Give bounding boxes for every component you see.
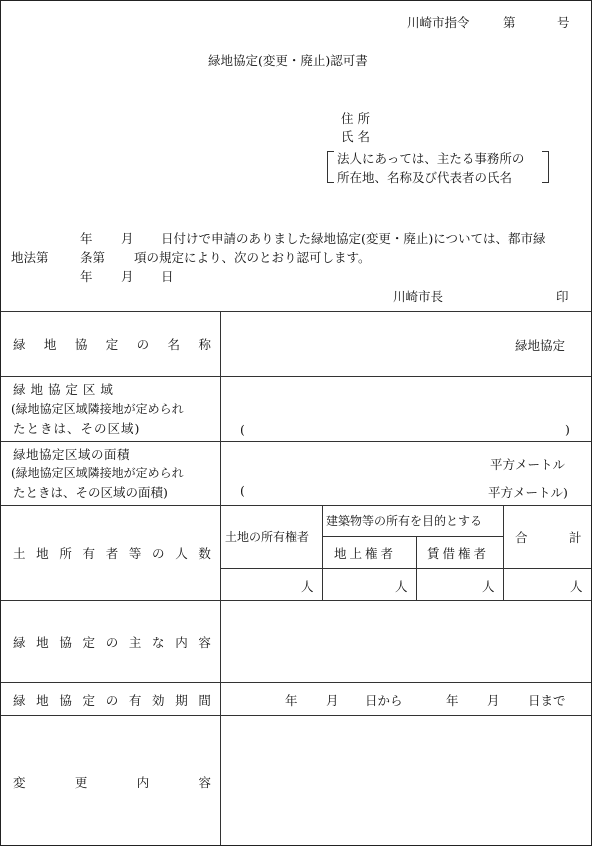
owners-count-divider [221, 568, 591, 569]
col-building-purpose: 建築物等の所有を目的とする [326, 514, 483, 528]
label-char: 効 [152, 693, 165, 708]
agreement-name-suffix: 緑地協定 [515, 338, 566, 353]
size-unit: 平方メートル [490, 457, 566, 472]
size-open-paren: ( [240, 483, 245, 498]
agreement-area-label: 緑 地 協 定 区 域 [13, 382, 114, 397]
label-char: の [136, 337, 150, 352]
body-article-clause: 条第 [80, 250, 106, 265]
label-char: の [105, 635, 119, 650]
period-start-month: 月 [326, 693, 339, 708]
row-divider [1, 441, 591, 442]
col-land-owner: 土地の所有権者 [225, 530, 310, 544]
owners-column-divider [322, 505, 323, 600]
corporation-note-line1: 法人にあっては、主たる事務所の [337, 151, 525, 166]
document-title: 緑地協定(変更・廃止)認可書 [208, 53, 368, 68]
ref-number-prefix: 第 [503, 15, 516, 30]
count-unit-owner: 人 [301, 579, 314, 594]
agreement-area-note1: (緑地協定区域隣接地が定められ [11, 402, 184, 416]
label-char: 定 [105, 337, 119, 352]
period-start-day: 日から [365, 693, 403, 708]
address-label: 住 所 [341, 111, 370, 126]
period-end-day: 日まで [528, 693, 566, 708]
label-char: 内 [136, 775, 150, 790]
row-divider [1, 715, 591, 716]
label-char: 地 [36, 635, 49, 650]
label-char: 者 [105, 546, 119, 561]
label-char: 緑 [13, 693, 26, 708]
ref-number-suffix: 号 [557, 15, 570, 30]
label-column-divider [220, 311, 221, 845]
col-total-b: 計 [569, 530, 582, 545]
label-char: 更 [74, 775, 88, 790]
label-char: 数 [198, 546, 211, 561]
label-char: 等 [128, 546, 142, 561]
label-char: 協 [59, 635, 72, 650]
agreement-name-label [13, 335, 211, 353]
note-bracket-right [542, 151, 549, 183]
validity-period-label [13, 691, 211, 709]
note-bracket-left [327, 151, 334, 183]
body-month: 月 [121, 231, 134, 246]
label-char: 有 [82, 546, 96, 561]
period-start-year: 年 [285, 693, 298, 708]
col-surface-rights: 地上権者 [334, 546, 397, 561]
table-top-border [1, 311, 591, 312]
label-char: 容 [198, 635, 211, 650]
label-char: 地 [43, 337, 57, 352]
owners-column-divider [416, 536, 417, 600]
change-details-label [13, 773, 211, 791]
corporation-note-line2: 所在地、名称及び代表者の氏名 [337, 170, 513, 185]
label-char: 緑 [13, 635, 26, 650]
owners-column-divider [503, 505, 504, 600]
label-char: 容 [198, 775, 211, 790]
body-article-prefix: 地法第 [11, 250, 49, 265]
agreement-area-note2: たときは、その区域) [13, 421, 141, 436]
mayor-title: 川崎市長 [393, 289, 444, 304]
area-close-paren: ) [565, 422, 570, 437]
label-char: 土 [13, 546, 26, 561]
label-char: の [105, 693, 119, 708]
label-char: 人 [175, 546, 188, 561]
label-char: 名 [167, 337, 181, 352]
row-divider [1, 682, 591, 683]
label-char: 地 [36, 546, 49, 561]
row-divider [1, 376, 591, 377]
agreement-size-note1: (緑地協定区域隣接地が定められ [11, 466, 184, 480]
body-year: 年 [80, 231, 93, 246]
body-line1: 日付けで申請のありました緑地協定(変更・廃止)については、都市緑 [161, 231, 546, 246]
agreement-size-label: 緑地協定区域の面積 [13, 447, 131, 462]
label-char: 変 [13, 775, 26, 790]
seal-mark: 印 [556, 289, 569, 304]
label-char: 協 [59, 693, 72, 708]
count-unit-surface: 人 [395, 579, 408, 594]
row-divider [1, 600, 591, 601]
body-line2: 項の規定により、次のとおり認可します。 [134, 250, 371, 265]
owner-count-label [13, 544, 211, 562]
date-month: 月 [121, 269, 134, 284]
period-end-year: 年 [446, 693, 459, 708]
label-char: 内 [175, 635, 188, 650]
label-char: 地 [36, 693, 49, 708]
label-char: 定 [82, 693, 96, 708]
agreement-size-note2: たときは、その区域の面積) [13, 485, 168, 500]
ref-city: 川崎市指令 [407, 15, 470, 30]
main-content-label [13, 633, 211, 651]
col-total-a: 合 [515, 530, 528, 545]
name-label: 氏 名 [341, 129, 370, 144]
label-char: 間 [198, 693, 211, 708]
label-char: 称 [198, 337, 211, 352]
label-char: な [152, 635, 165, 650]
col-lease-rights: 賃借権者 [427, 546, 490, 561]
label-char: の [152, 546, 165, 561]
subheader-divider [322, 536, 503, 537]
period-end-month: 月 [487, 693, 500, 708]
label-char: 有 [128, 693, 142, 708]
area-open-paren: ( [240, 422, 245, 437]
count-unit-lease: 人 [482, 579, 495, 594]
label-char: 定 [82, 635, 96, 650]
label-char: 緑 [13, 337, 26, 352]
date-year: 年 [80, 269, 93, 284]
count-unit-total: 人 [570, 579, 583, 594]
label-char: 協 [74, 337, 88, 352]
date-day: 日 [161, 269, 174, 284]
label-char: 主 [128, 635, 142, 650]
label-char: 期 [175, 693, 188, 708]
size-unit-adjacent: 平方メートル) [488, 485, 568, 500]
label-char: 所 [59, 546, 72, 561]
